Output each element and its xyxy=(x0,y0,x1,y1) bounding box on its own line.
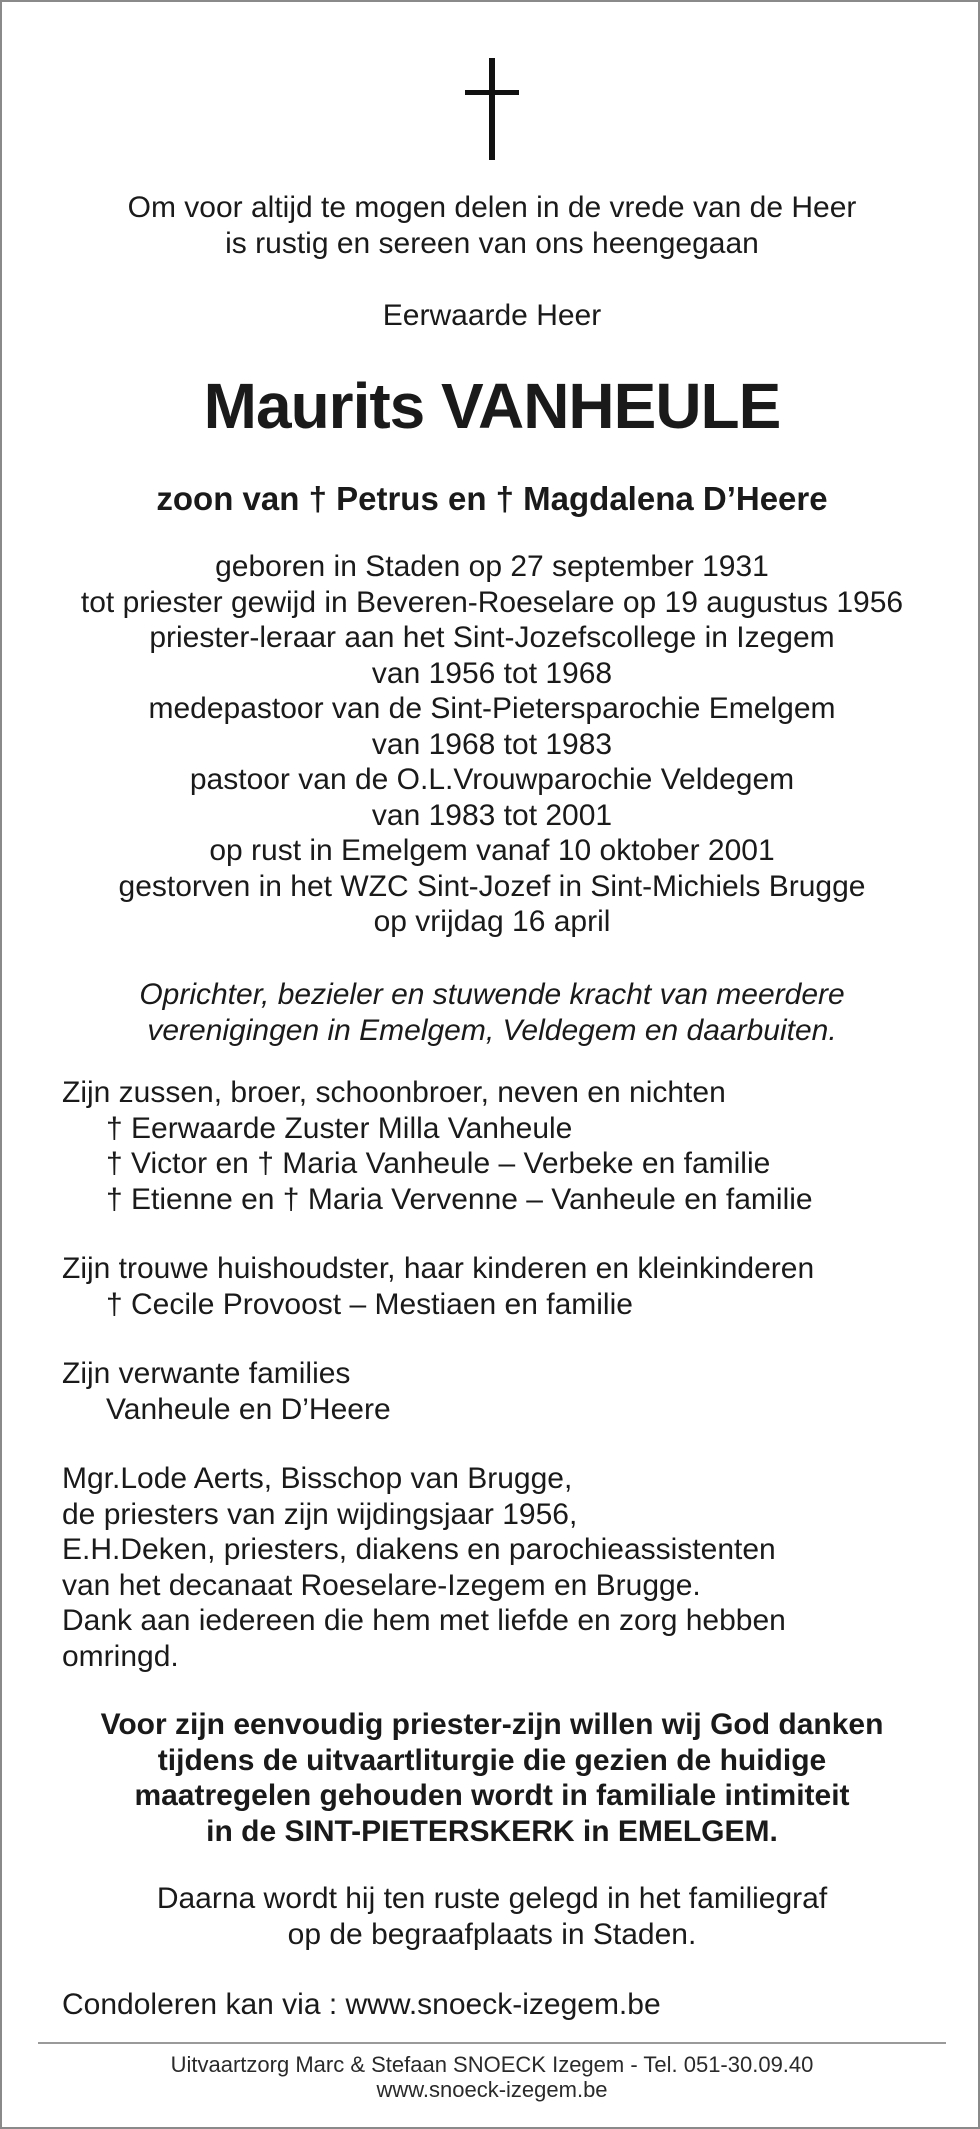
bio-line: van 1968 tot 1983 xyxy=(371,727,613,761)
footer-company: Uitvaartzorg Marc & Stefaan SNOECK Izegem - Tel. 051-30.09.40 xyxy=(170,2052,814,2077)
liturgy-line: in de SINT-PIETERSKERK in EMELGEM. xyxy=(206,1814,778,1848)
family-member: † Cecile Provoost – Mestiaen en familie xyxy=(106,1287,633,1321)
thanks-line: Mgr.Lode Aerts, Bisschop van Brugge, xyxy=(62,1462,573,1495)
burial-text xyxy=(2,1881,980,1952)
latin-cross-icon xyxy=(465,58,519,160)
bio-line: pastoor van de O.L.Vrouwparochie Veldegem xyxy=(189,763,795,796)
burial-line: Daarna wordt hij ten ruste gelegd in het familiegraf xyxy=(156,1882,828,1915)
tribute-text xyxy=(2,977,980,1048)
thanks-line: de priesters van zijn wijdingsjaar 1956, xyxy=(62,1497,578,1531)
title-prefix: Eerwaarde Heer xyxy=(382,299,602,332)
family-member: † Victor en † Maria Vanheule – Verbeke en familie xyxy=(106,1147,771,1180)
biography xyxy=(2,549,980,940)
bio-line: op vrijdag 16 april xyxy=(373,905,611,938)
liturgy-line: Voor zijn eenvoudig priester-zijn willen wij God danken xyxy=(100,1708,884,1741)
bio-line: op rust in Emelgem vanaf 10 oktober 2001 xyxy=(209,834,775,867)
liturgy-announcement xyxy=(2,1707,980,1849)
bio-line: geboren in Staden op 27 september 1931 xyxy=(215,550,769,583)
bio-line: medepastoor van de Sint-Pietersparochie Emelgem xyxy=(148,692,836,725)
footer-divider xyxy=(38,2042,946,2044)
intro-text xyxy=(2,190,980,262)
family-siblings xyxy=(62,1075,962,1217)
footer xyxy=(2,2052,980,2102)
thanks-line: E.H.Deken, priesters, diakens en parochieassistenten xyxy=(62,1533,776,1566)
tribute-line: Oprichter, bezieler en stuwende kracht van meerdere xyxy=(139,978,845,1011)
parents-line: zoon van † Petrus en † Magdalena D’Heere xyxy=(156,480,828,517)
deceased-name: Maurits VANHEULE xyxy=(203,370,781,442)
bio-line: gestorven in het WZC Sint-Jozef in Sint-Michiels Brugge xyxy=(118,869,866,903)
family-member: † Eerwaarde Zuster Milla Vanheule xyxy=(106,1111,573,1145)
liturgy-line: maatregelen gehouden wordt in familiale intimiteit xyxy=(134,1779,850,1812)
bio-line: priester-leraar aan het Sint-Jozefscollege in Izegem xyxy=(149,621,835,654)
family-heading: Zijn trouwe huishoudster, haar kinderen en kleinkinderen xyxy=(62,1252,815,1285)
clergy-thanks xyxy=(62,1461,962,1674)
thanks-line: van het decanaat Roeselare-Izegem en Brugge. xyxy=(62,1568,701,1602)
tribute-line: verenigingen in Emelgem, Veldegem en daarbuiten. xyxy=(147,1013,837,1047)
burial-line: op de begraafplaats in Staden. xyxy=(287,1917,697,1951)
condolences-line: Condoleren kan via : www.snoeck-izegem.be xyxy=(62,1988,661,2021)
family-heading: Zijn zussen, broer, schoonbroer, neven en nichten xyxy=(62,1076,726,1109)
footer-website: www.snoeck-izegem.be xyxy=(376,2077,608,2102)
thanks-line: omringd. xyxy=(62,1639,179,1673)
family-member: † Etienne en † Maria Vervenne – Vanheule en familie xyxy=(106,1182,813,1216)
liturgy-line: tijdens de uitvaartliturgie die gezien de huidige xyxy=(157,1743,827,1777)
family-heading: Zijn verwante families xyxy=(62,1357,351,1390)
family-related xyxy=(62,1356,962,1427)
family-housekeeper xyxy=(62,1251,962,1322)
intro-line: Om voor altijd te mogen delen in de vrede van de Heer xyxy=(127,191,857,224)
intro-line: is rustig en sereen van ons heengegaan xyxy=(225,227,759,260)
thanks-line: Dank aan iedereen die hem met liefde en zorg hebben xyxy=(62,1604,786,1637)
bio-line: van 1983 tot 2001 xyxy=(371,798,613,832)
family-member: Vanheule en D’Heere xyxy=(106,1392,391,1426)
bio-line: van 1956 tot 1968 xyxy=(371,656,613,690)
bio-line: tot priester gewijd in Beveren-Roeselare op 19 augustus 1956 xyxy=(80,585,904,619)
